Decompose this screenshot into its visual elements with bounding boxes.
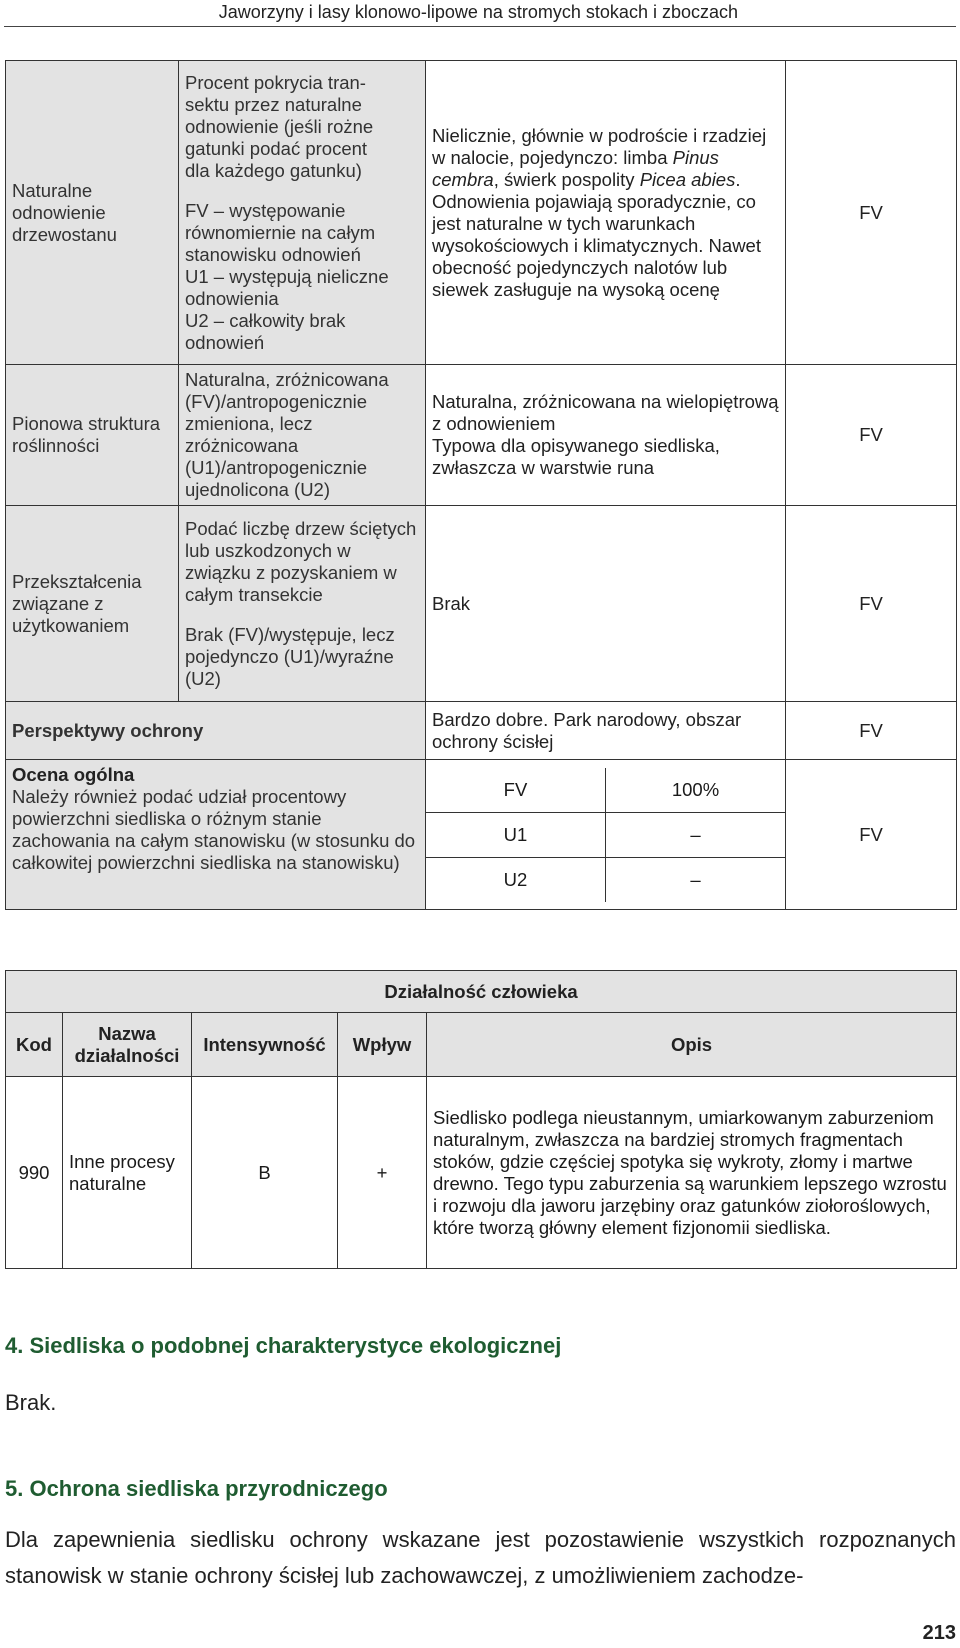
- spacer: [185, 606, 419, 624]
- state-share: –: [606, 812, 786, 857]
- desc-text: Naturalna, zróżnicowana na wielopiętrową z odnowieniem: [432, 391, 779, 434]
- desc-text: Nielicznie, głównie w podroście i rzadziej w nalocie, pojedynczo: limba: [432, 124, 767, 168]
- description-cell: [426, 365, 786, 506]
- page-number: 213: [922, 1622, 956, 1644]
- activity-impact: +: [338, 1077, 427, 1269]
- activity-code: 990: [6, 1077, 63, 1269]
- row-label: Pionowa struktura roślinności: [6, 365, 179, 506]
- spacer: [185, 182, 419, 200]
- row-label: Przekształcenia związane z użytkowaniem: [6, 506, 179, 702]
- species-name: Picea abies: [639, 168, 736, 190]
- assessment-value: FV: [786, 61, 957, 365]
- table-header-row: [6, 1013, 957, 1077]
- state-code: U1: [426, 812, 606, 857]
- criteria-cell: Naturalna, zróżnicowana (FV)/antropogenicznie zmieniona, lecz zróżnicowana (U1)/antropogenicznie ujednolicona (U2): [179, 365, 426, 506]
- criteria-line: sektu przez naturalne: [185, 93, 362, 115]
- criteria-text: Brak (FV)/występuje, lecz pojedynczo (U1)/wyraźne (U2): [185, 623, 395, 689]
- breakdown-row: [426, 857, 785, 902]
- desc-text: Typowa dla opisywanego siedliska, zwłaszcza w warstwie runa: [432, 435, 720, 478]
- section-5-heading: 5. Ochrona siedliska przyrodniczego: [5, 1476, 388, 1501]
- column-header-name: Nazwa działalności: [63, 1013, 192, 1077]
- table-title: Działalność człowieka: [6, 971, 957, 1013]
- criteria-line: odnowień: [185, 331, 265, 353]
- column-header-intensity: Intensywność: [192, 1013, 338, 1077]
- row-label: Naturalne odnowienie drzewostanu: [6, 61, 179, 365]
- table-row: [6, 365, 957, 506]
- criteria-line: U2 – całkowity brak: [185, 309, 346, 331]
- criteria-line: odnowienie (jeśli rożne: [185, 115, 374, 137]
- criteria-line: U1 – występują nieliczne: [185, 265, 389, 287]
- section-5-text: Dla zapewnienia siedlisku ochrony wskazane jest pozostawienie wszystkich rozpoznanych stanowisk w stanie ochrony ścisłej lub zachowawczej, z umożliwieniem zachodze-: [5, 1527, 956, 1588]
- table-row: [6, 760, 957, 910]
- description-cell: Brak: [426, 506, 786, 702]
- assessment-value: FV: [786, 702, 957, 760]
- criteria-line: równomiernie na całym: [185, 221, 376, 243]
- perspectives-label: Perspektywy ochrony: [6, 702, 426, 760]
- running-title: Jaworzyny i lasy klonowo-lipowe na stromych stokach i zboczach: [218, 2, 738, 22]
- table-row: [6, 702, 957, 760]
- section-4-heading: 4. Siedliska o podobnej charakterystyce ekologicznej: [5, 1333, 562, 1358]
- state-code: U2: [426, 857, 606, 902]
- table-row: [6, 61, 957, 365]
- breakdown-row: [426, 812, 785, 857]
- criteria-cell: [179, 61, 426, 365]
- assessment-table: [5, 60, 957, 910]
- criteria-cell: [179, 506, 426, 702]
- column-header-impact: Wpływ: [338, 1013, 427, 1077]
- activity-name: Inne procesy naturalne: [63, 1077, 192, 1269]
- state-share: –: [606, 857, 786, 902]
- overall-cell: [6, 760, 426, 910]
- criteria-line: stanowisku odnowień: [185, 243, 361, 265]
- criteria-line: dla każdego gatunku): [185, 159, 362, 181]
- desc-text: , świerk pospolity: [493, 168, 640, 190]
- state-code: FV: [503, 778, 528, 800]
- running-header: [0, 0, 960, 26]
- activity-description: Siedlisko podlega nieustannym, umiarkowanym zaburzeniom naturalnym, zwłaszcza na bardziej stromych fragmentach stoków, gdzie częściej spotyka się wykroty, złomy i martwe drewno. Tego typu zaburzenia są warunkiem lepszego wzrostu i rozwoju dla jaworu jarzębiny oraz gatunków ziołoroślowych, które tworzą główny element fizjonomii siedliska.: [427, 1077, 957, 1269]
- criteria-line: FV – występowanie: [185, 199, 346, 221]
- desc-text: .: [735, 168, 741, 190]
- column-header-code: Kod: [6, 1013, 63, 1077]
- criteria-line: odnowienia: [185, 287, 279, 309]
- criteria-line: Procent pokrycia tran-: [185, 71, 366, 93]
- table-title-row: [6, 971, 957, 1013]
- description-cell: [426, 61, 786, 365]
- assessment-value: FV: [786, 506, 957, 702]
- desc-text: Odnowienia pojawiają sporadycznie, co jest naturalne w tych warunkach wysokościowych i klimatycznych. Nawet obecność pojedynczych nalotów lub siewek zasługuje na wysoką ocenę: [432, 190, 761, 300]
- breakdown-table: [426, 768, 785, 902]
- criteria-text: Podać liczbę drzew ściętych lub uszkodzonych w związku z pozyskaniem w całym transekcie: [185, 517, 417, 605]
- breakdown-row: [426, 768, 785, 813]
- criteria-line: gatunki podać procent: [185, 137, 368, 159]
- column-header-description: Opis: [427, 1013, 957, 1077]
- overall-breakdown: [426, 760, 786, 910]
- activity-table: [5, 970, 957, 1269]
- assessment-value: FV: [786, 760, 957, 910]
- assessment-value: FV: [786, 365, 957, 506]
- header-rule: [4, 26, 956, 27]
- table-row: [6, 506, 957, 702]
- perspectives-description: Bardzo dobre. Park narodowy, obszar ochrony ścisłej: [426, 702, 786, 760]
- table-row: [6, 1077, 957, 1269]
- species-name: Pinus cembra: [432, 146, 719, 190]
- overall-label: Ocena ogólna: [12, 764, 135, 785]
- overall-text: Należy również podać udział procentowy powierzchni siedliska o różnym stanie zachowania na całym stanowisku (w stosunku do całkowitej powierzchni siedliska na stanowisku): [12, 786, 416, 873]
- state-share: 100%: [606, 768, 786, 813]
- activity-intensity: B: [192, 1077, 338, 1269]
- section-4-text: Brak.: [5, 1390, 57, 1415]
